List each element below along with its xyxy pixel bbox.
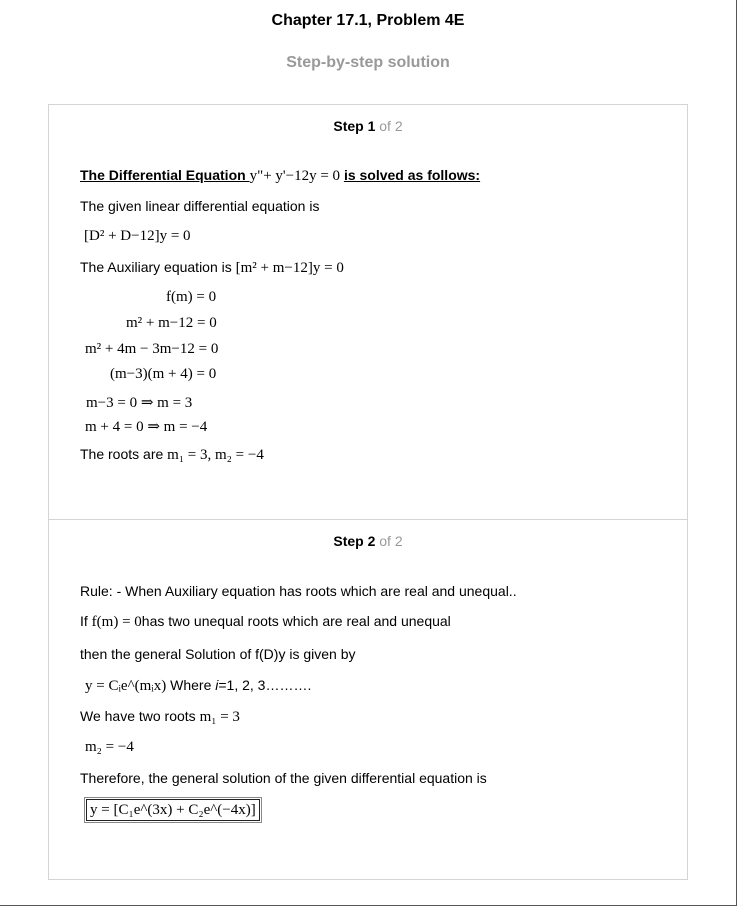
intro-post: is solved as follows:	[343, 167, 481, 183]
general-equation: y = Cᵢe^(mᵢx)	[85, 678, 167, 694]
step-2-header	[49, 533, 687, 549]
where-index: i	[215, 677, 219, 693]
auxiliary-line	[80, 258, 344, 277]
work-line: (m−3)(m + 4) = 0	[110, 366, 217, 382]
general-line	[85, 676, 311, 695]
final-answer: y = [C₁e^(3x) + C₂e^(−4x)]	[86, 799, 260, 821]
if-post: has two unequal roots which are real and unequal	[141, 613, 451, 629]
work-line: f(m) = 0	[166, 289, 217, 305]
intro-equation: y"+ y'−12y = 0	[249, 168, 341, 184]
page-title: Chapter 17.1, Problem 4E	[271, 12, 465, 29]
step-1-panel	[48, 104, 688, 520]
auxiliary-text: The Auxiliary equation is	[80, 259, 236, 275]
roots-text: The roots are	[80, 446, 168, 462]
if-pre: If	[80, 613, 92, 629]
solution-subtitle: Step-by-step solution	[286, 54, 450, 71]
step-2-panel	[48, 519, 688, 880]
step-1-label: Step 1	[333, 118, 376, 134]
roots-line	[80, 445, 264, 464]
step-2-count: of 2	[375, 533, 403, 549]
given-text: The given linear differential equation is	[80, 198, 320, 214]
work-line: m² + 4m − 3m−12 = 0	[85, 341, 219, 357]
where-post: =1, 2, 3……….	[218, 677, 312, 693]
if-equation: f(m) = 0	[91, 614, 142, 630]
if-line	[80, 612, 451, 631]
step-1-intro	[80, 166, 480, 185]
given-equation: [D² + D−12]y = 0	[84, 228, 191, 244]
m2-equation: m₂ = −4	[85, 739, 134, 755]
work-line: m + 4 = 0 ⇒ m = −4	[85, 419, 208, 435]
work-line: m−3 = 0 ⇒ m = 3	[86, 395, 193, 411]
step-1-header	[49, 118, 687, 134]
rule-text: Rule: - When Auxiliary equation has roots which are real and unequal..	[80, 583, 517, 599]
where-pre: Where	[166, 677, 216, 693]
step-1-count: of 2	[375, 118, 403, 134]
two-roots-line	[80, 707, 240, 726]
work-line: m² + m−12 = 0	[126, 315, 217, 331]
final-answer-box	[86, 800, 260, 819]
auxiliary-equation: [m² + m−12]y = 0	[235, 260, 344, 276]
step-2-label: Step 2	[333, 533, 376, 549]
roots-equation: m₁ = 3, m₂ = −4	[167, 447, 264, 463]
two-roots-text: We have two roots	[80, 708, 200, 724]
therefore-text: Therefore, the general solution of the given differential equation is	[80, 770, 487, 786]
m1-equation: m₁ = 3	[199, 709, 240, 725]
intro-pre: The Differential Equation	[80, 167, 250, 183]
then-text: then the general Solution of f(D)y is given by	[80, 646, 356, 662]
